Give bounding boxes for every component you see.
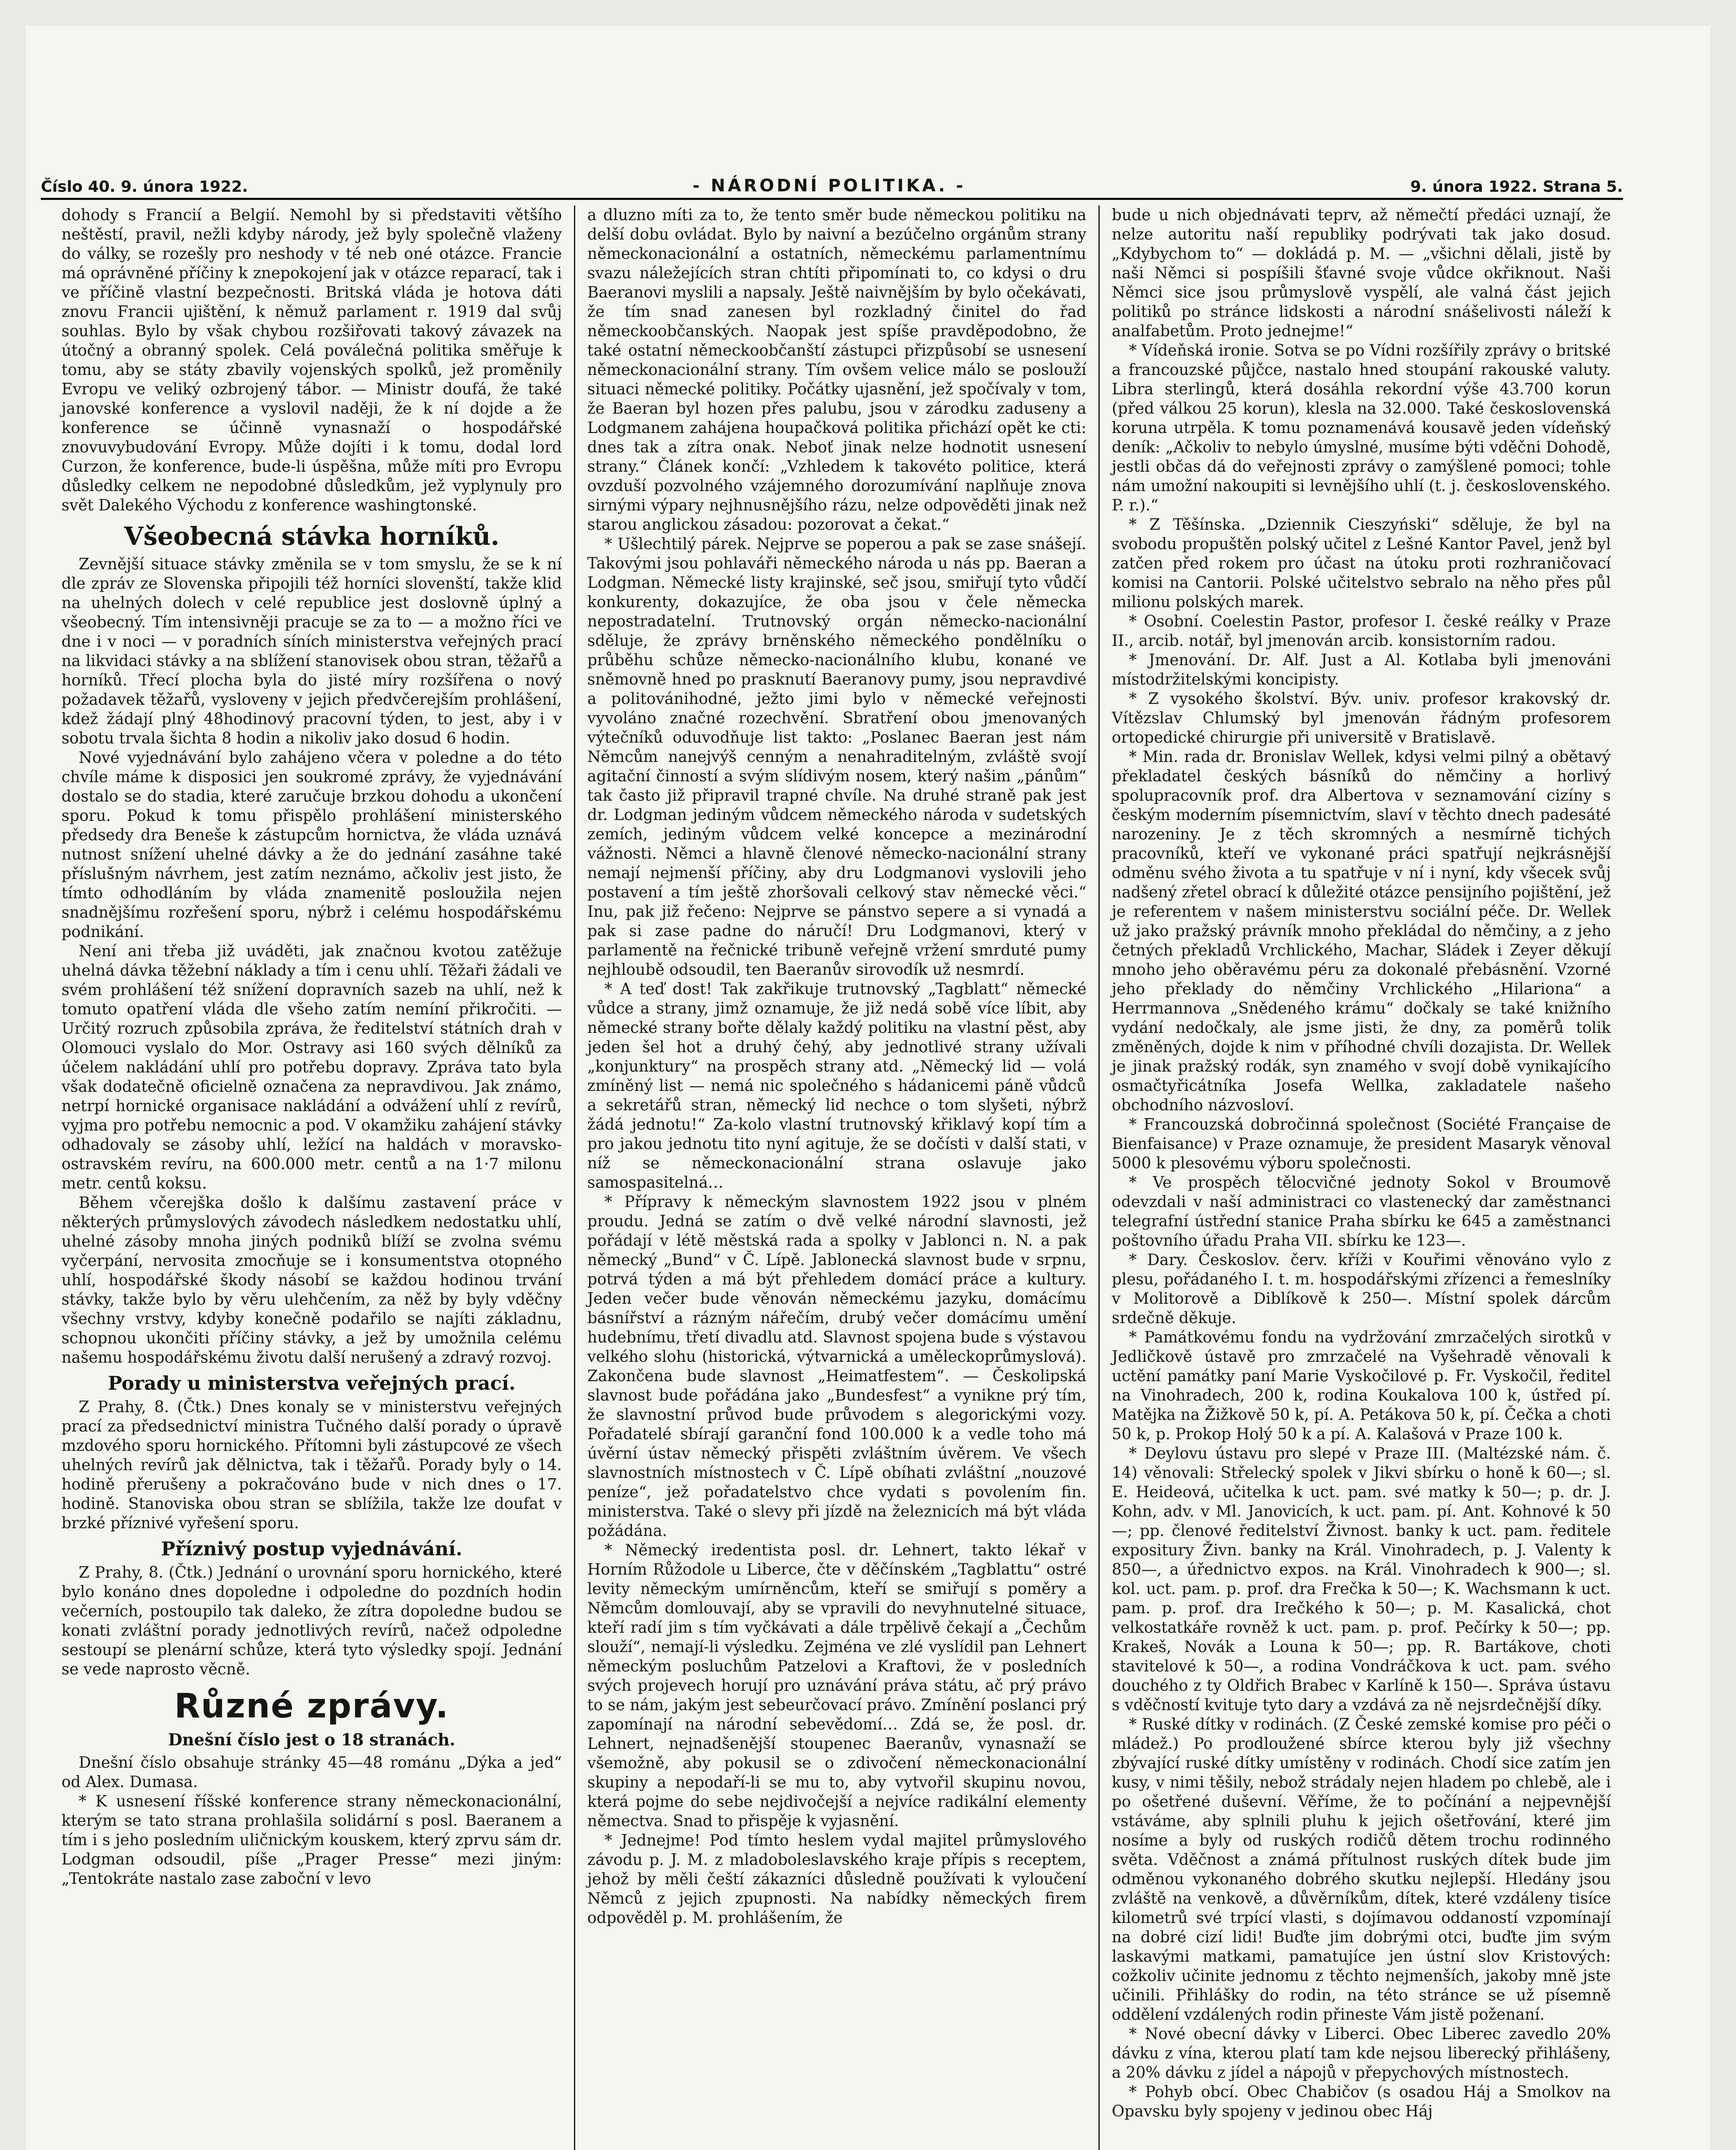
article-text: Zevnější situace stávky změnila se v tom smyslu, že se k ní dle zpráv ze Slovenska připojili též horníci slovenští, takže klid na uhelných dolech v celé republice jest doslovně úplný a všeobecný. Tím intensivněji pracuje se za to — a možno říci ve dne i v noci — v poradních síních ministerstva veřejných prací na likvidaci stávky a na sblížení stanovisek obou stran, těžařů a horníků. Třecí plocha byla do jisté míry rozšířena o nový požadavek těžařů, vysloveny v jejich předvčerejším prohlášení, kdež žádají plný 48hodinový pracovní týden, to jest, aby i v sobotu trvala šichta 8 hodin a nikoliv jako dosud 6 hodin. <box>61 556 562 747</box>
article-text: dohody s Francií a Belgií. Nemohl by si představiti většího neštěstí, pravil, nežli kdyby národy, jež byly společně vlaženy do války, se rozešly pro neshody v té neb oné otázce. Francie má oprávněné příčiny k znepokojení jak v otázce reparací, tak i ve příčině vlastní bezpečnosti. Britská vláda je hotova dáti znovu Francii ujištění, k němuž parlament r. 1919 dal svůj souhlas. Bylo by však chybou rozšiřovati takový závazek na útočný a obranný spolek. Celá poválečná politika směřuje k tomu, aby se státy zbavily vojenských spolků, jež proměnily Evropu ve veliký ozbrojený tábor. — Ministr doufá, že také janovské konference a vyslovil naději, že k ní dojde a že konference se účinně vynasnaží o hospodářské znovuvybudování Evropy. Může dojíti i k tomu, dodal lord Curzon, že konference, bude-li úspěšna, může míti pro Evropu důsledky celkem ne nepodobné důsledkům, jež vyplynuly pro svět Dalekého Východu z konference washingtonské. <box>61 206 562 514</box>
article-text: Nové vyjednávání bylo zahájeno včera v poledne a do této chvíle máme k disposici jen soukromé zprávy, že vyjednávání dostalo se do stadia, které zaručuje brzkou dohodu a ukončení sporu. Pokud k tomu přispělo prohlášení ministerského předsedy dra Beneše k zástupcům hornictva, že vláda uznává nutnost snížení uhelné dávky a že do jednání zasáhne také příslušným návrhem, jest zatím neznámo, ačkoliv jest jisto, že tímto odhodláním by vláda znamenitě posloužila nejen snadnějšímu rozřešení sporu, nýbrž i celému hospodářskému podnikání. <box>61 749 562 941</box>
article-text: * Památkovému fondu na vydržování zmrzačelých sirotků v Jedličkově ústavě pro zmrzačelé na Vyšehradě věnovali k uctění památky paní Marie Vyskočilové p. Fr. Vyskočil, ředitel na Vinohradech, 200 k, rodina Koukalova 100 k, ústřed pí. Matějka na Žižkově 50 k, pí. A. Petákova 50 k, pí. Čečka a choti 50 k, p. Prokop Holý 50 k a pí. A. Kalašová v Praze 100 k. <box>1112 1329 1611 1443</box>
column-1 <box>49 206 574 2150</box>
article-text: Z Prahy, 8. (Čtk.) Jednání o urovnání sporu hornického, které bylo konáno dnes dopoledne i odpoledne do pozdních hodin večerních, postoupilo tak daleko, že zítra dopoledne budou se konati zvláštní porady jednotlivých revírů, načež odpoledne sestoupí se plenární schůze, která tyto výsledky spojí. Jednání se vede naprosto věcně. <box>61 1564 562 1678</box>
article-text: Z Prahy, 8. (Čtk.) Dnes konaly se v ministerstvu veřejných prací za předsednictví ministra Tučného další porady o úpravě mzdového sporu hornického. Přítomni byli zástupcové ze všech uhelných revírů jak dělnictva, tak i těžařů. Porady byly o 14. hodině přerušeny a pokračováno bude v nich dnes o 17. hodině. Stanoviska obou stran se sblížila, takže lze doufat v brzké příznivé vyřešení sporu. <box>61 1398 562 1532</box>
article-text: * Nové obecní dávky v Liberci. Obec Liberec zavedlo 20% dávku z vína, kterou platí tam kde nejsou liberecký přihlášeny, a 20% dávku z jídel a nápojů v přepychových místnostech. <box>1112 2025 1611 2082</box>
article-text: Není ani třeba již uváděti, jak značnou kvotou zatěžuje uhelná dávka těžební náklady a tím i cenu uhlí. Těžaři žádali ve svém prohlášení též snížení dopravních sazeb na uhlí, než k tomuto opatření vláda dle všeho zatím nemíní přikročiti. — Určitý rozruch způsobila zpráva, že ředitelství státních drah v Olomouci vyslalo do Mor. Ostravy asi 160 svých dělníků za účelem nakládání uhlí pro potřebu dopravy. Zpráva tato byla však dodatečně oficielně označena za nepravdivou. Jak známo, netrpí hornické organisace nakládání a odvážení uhlí z revírů, vyjma pro potřebu nemocnic a pod. V okamžiku zahájení stávky odhadovaly se zásoby uhlí, ležící na haldách v moravsko-ostravském revíru, na 600.000 metr. centů a na 1·7 milonu metr. centů koksu. <box>61 943 562 1192</box>
section-subtitle: Dnešní číslo jest o 18 stranách. <box>168 1730 456 1749</box>
article-text: Dnešní číslo obsahuje stránky 45—48 románu „Dýka a jed“ od Alex. Dumasa. <box>61 1754 562 1791</box>
article-text: * Osobní. Coelestin Pastor, profesor I. české reálky v Praze II., arcib. notář, byl jmenován arcib. konsistorním radou. <box>1112 613 1611 650</box>
article-text: * Vídeňská ironie. Sotva se po Vídni rozšířily zprávy o britské a francouzské půjčce, nastalo hned stoupání rakouské valuty. Libra sterlingů, která dosáhla rekordní výše 43.700 korun (před válkou 25 korun), klesla na 32.000. Také československá koruna utrpěla. K tomu poznamenává kousavě jeden vídeňský deník: „Ačkoliv to nebylo úmyslné, musíme býti vděčni Dohodě, jestli občas dá do veřejnosti zprávy o zamýšlené pomoci; tohle nám umožní nakoupiti si levnějšího uhlí (t. j. československého. P. r.).“ <box>1112 342 1611 514</box>
article-columns <box>49 206 1623 2150</box>
article-text: * Německý iredentista posl. dr. Lehnert, takto lékař v Horním Růžodole u Liberce, čte v děčínském „Tagblattu“ ostré levity německým umírněncům, kteří se smiřují s poměry a Němcům domlouvají, aby se vpravili do nevyhnutelné situace, kteří radí jim s tím vyčkávati a dále trpělivě čekají a „Čechům slouží“, nemají-li výsledku. Zejména ve zlé vyslídil pan Lehnert německým posluchům Patzelovi a Kraftovi, že v posledních svých projevech horují pro uznávání práva státu, ač prý právo to se nám, jakým jest sebeurčovací právo. Zmínění poslanci prý zapomínají na národní sebevědomí… Zdá se, že posl. dr. Lehnert, nejnadšenější stoupenec Baeranův, vynasnaží se všemožně, aby pokusil se o zdivočení německonacionální skupiny a nepodaří-li se mu to, aby vytvořil skupinu novou, která pojme do sebe nejdivočejší a nejvíce radikální elementy němectva. Snad to přispěje k vyjasnění. <box>587 1542 1086 1830</box>
section-title-ruzne: Různé zprávy. <box>174 1687 449 1726</box>
article-text: * Ruské dítky v rodinách. (Z České zemské komise pro péči o mládež.) Po prodloužené sbírce kterou byly již všechny zbývající ruské dítky umístěny v rodinách. Chodí sice zatím jen kusy, v nimi těšily, nebož strádaly nejen hladem po chlebě, ale i po ošetřené duševní. Věříme, že to počínání a nejpevnější vstáváme, aby splnili pluhu k jejich ošetřování, které jim nosíme a byly od ruských rodičů dětem trochu rodinného světa. Vděčnost a známá přítulnost ruských dítek bude jim odměnou vykonaného dobrého skutku nejlepší. Hledány jsou zvláště na venkově, a důvěrníkům, dítek, které vzdáleny tisíce kilometrů své trpící vlasti, s dojímavou oddaností vzpomínají na dobré cizí lidi! Buďte jim dobrými otci, buďte jim svým laskavými matkami, pamatujíce jen ústní slov Kristových: cožkoliv učinite jednomu z těchto nejmenších, jakoby mně jste učinili. Přihlášky do rodin, na této stránce se už písemně oddělení vzdálených rodin přineste Vám jistě poženaní. <box>1112 1716 1611 2024</box>
headline-porady: Porady u ministerstva veřejných prací. <box>107 1373 516 1394</box>
header-issue: Číslo 40. 9. února 1922. <box>41 178 248 196</box>
article-text: * Jednejme! Pod tímto heslem vydal majitel průmyslového závodu p. J. M. z mladoboleslavského kraje přípis s receptem, jehož by měli čeští zákazníci důsledně používati k vyloučení Němců z jejich zpupnosti. Na nabídky německých firem odpověděl p. M. prohlášením, že <box>587 1832 1086 1927</box>
article-text: * Přípravy k německým slavnostem 1922 jsou v plném proudu. Jedná se zatím o dvě velké národní slavnosti, jež pořádají v létě městská rada a spolky v Jablonci n. N. a pak německý „Bund“ v Č. Lípě. Jablonecká slavnost bude v srpnu, potrvá týden a má být přehledem domácí práce a kultury. Jeden večer bude věnován německému jazyku, domácímu básnířství a rázným nářečím, drubý večer domácímu umění hudebnímu, třetí divadlu atd. Slavnost spojena bude s výstavou velkého slohu (historická, výtvarnická a uměleckoprůmyslová). Zakončena bude slavnost „Heimatfestem“. — Českolipská slavnost bude pořádána jako „Bundesfest“ a vynikne prý tím, že slavnostní průvod bude průvodem s alegorickými vozy. Pořadatelé sbírají garanční fond 100.000 k a vedle toho má úvěrní ústav německý přispěti zvláštním úvěrem. Ve všech slavnostních místnostech v Č. Lípě obíhati zvláštní „nouzové peníze“, jež pořadatelstvo chce vydati s povolením fin. ministerstva. Také o slevy při jízdě na železnicích má být vláda požádána. <box>587 1193 1086 1540</box>
article-text: * A teď dost! Tak zakřikuje trutnovský „Tagblatt“ německé vůdce a strany, jimž oznamuje, že již nedá sobě více líbit, aby německé strany bořte dělaly každý politiku na vlastní pěst, aby jeden šel hot a druhý čehý, aby jednotlivé strany užívali „konjunktury“ na prospěch strany atd. „Německý lid — volá zmíněný list — nemá nic společného s hádanicemi páně vůdců a sekretářů stran, německý lid nechce o tom slyšeti, nýbrž žádá jednotu!“ Za-kolo vlastní trutnovský křiklavý kopí tím a pro jakou jednotu tito nyní agituje, že se dočísti v další stati, v níž se německonacionální strana oslavuje jako samospasitelná… <box>587 980 1086 1192</box>
column-3 <box>1098 206 1623 2150</box>
article-text: * Min. rada dr. Bronislav Wellek, kdysi velmi pilný a obětavý překladatel českých básníků do němčiny a horlivý spolupracovník prof. dra Albertova v seznamování cizíny s českým moderním písemnictvím, slaví v těchto dnech padesáté narozeniny. Je z těch skromných a nesmírně tichých pracovníků, kteří ve vykonané práci spatřují nejkrásnější odměnu svého života a tu spatřuje v ní i nyní, kdy všecek svůj nadšený zřetel obrací k důležité otázce pensijního pojištění, jež je referentem v našem ministerstvu sociální péče. Dr. Wellek už jako pražský právník mnoho překládal do němčiny, a z jeho četných překladů Vrchlického, Machar, Sládek i Zeyer děkují mnoho jeho oběravému péru za dokonalé přebásnění. Vzorné jeho překlady do němčiny Vrchlického „Hilariona“ a Herrmannova „Snědeného krámu“ dočkaly se také knižního vydání nedočkaly, ale jsme jisti, že dny, za poměrů tolik změněných, dojde k nim v příhodné chvíli dozajista. Dr. Wellek je jinak pražský rodák, syn znamého v svojí době vynikajícího osmačtyřicátníka Josefa Wellka, zakladatele našeho obchodního názvosloví. <box>1112 748 1611 1114</box>
page-header <box>41 166 1623 196</box>
article-text: * Z vysokého školství. Býv. univ. profesor krakovský dr. Vítězslav Chlumský byl jmenován řádným profesorem ortopedické chirurgie při universitě v Bratislavě. <box>1112 690 1611 746</box>
article-text: * Pohyb obcí. Obec Chabičov (s osadou Háj a Smolkov na Opavsku byly spojeny v jedinou obec Háj <box>1112 2083 1611 2120</box>
article-text: * Dary. Českoslov. červ. kříži v Kouřimi věnováno vylo z plesu, pořádaného I. t. m. hospodářskými zřízenci a řemeslníky v Molitorově a Diblíkově k 250—. Místní spolek dárcům srdečně děkuje. <box>1112 1251 1611 1327</box>
article-text: * Francouzská dobročinná společnost (Société Française de Bienfaisance) v Praze oznamuje, že president Masaryk věnoval 5000 k plesovému výboru společnosti. <box>1112 1116 1611 1172</box>
article-text: * Ušlechtilý párek. Nejprve se poperou a pak se zase snášejí. Takovými jsou pohlaváři německého národa u nás pp. Baeran a Lodgman. Německé listy krajinské, seč jsou, smiřují tyto vůdčí konkurenty, dokazujíce, že oba jsou v čele německa nepostradatelní. Trutnovský orgán německo-nacionální sděluje, že zprávy brněnského německého pondělníku o průběhu schůze německo-nacionálního klubu, konané ve sněmovně hned po prasknutí Baeranovy pumy, jsou nepravdivé a politovánihodné, ježto jimi bylo v německé veřejnosti vyvoláno značné rozechvění. Sbratření obou jmenovaných výtečníků oduvodňuje list takto: „Poslanec Baeran jest nám Němcům nanejvýš cenným a nenahraditelným, zvláště svojí agitační činností a svým slídivým nosem, který našim „pánům“ tak často již připravil trapné chvíle. Na druhé straně pak jest dr. Lodgman jediným vůdcem německého národa v sudetských zemích, jediným vůdcem velké koncepce a mezinárodní vážnosti. Němci a hlavně členové německo-nacionální strany nemají nejmenší příčiny, aby dru Lodgmanovi vyslovili jeho postavení a tím ještě zhoršovali celkový stav německé věci.“ Inu, pak již řečeno: Nejprve se pánstvo sepere a si vynadá a pak si zase padne do náručí! Dru Lodgmanovi, který v parlamentě na řečnické tribuně veřejně vržení smrduté pumy nejhloubě odsoudil, ten Baeranův sirovodík už nesmrdí. <box>587 535 1086 979</box>
article-text: * Jmenování. Dr. Alf. Just a Al. Kotlaba byli jmenováni místodržitelskými koncipisty. <box>1112 651 1611 688</box>
header-page-number: 9. února 1922. Strana 5. <box>1410 178 1623 196</box>
article-text: bude u nich objednávati teprv, až němečtí předáci uznají, že nelze autoritu naší republiky podrývati tak jako dosud. „Kdybychom to“ — dokládá p. M. — „všichni dělali, jistě by naši Němci si pospíšili šťavné svoje vůdce okřiknout. Naši Němci sice jsou průmyslově vyspělí, ale valná část jejich politiků po stránce lidskosti a národní snášelivosti náleží k analfabetům. Proto jednejme!“ <box>1112 206 1611 340</box>
headline-priznivy: Příznivý postup vyjednávání. <box>161 1538 463 1560</box>
article-text: * Z Těšínska. „Dziennik Cieszyński“ sděluje, že byl na svobodu propuštěn polský učitel z Lešné Kantor Pavel, jenž byl zatčen před rokem pro účast na útoku proti rozhraničovací komisi na Cantorii. Polské učitelstvo sebralo na něho přes půl milionu polských marek. <box>1112 516 1611 611</box>
column-2 <box>574 206 1098 2150</box>
headline-strike: Všeobecná stávka horníků. <box>124 522 500 551</box>
newspaper-title: - NÁRODNÍ POLITIKA. - <box>692 176 966 196</box>
article-text: * Ve prospěch tělocvičné jednoty Sokol v Broumově odevzdali v naší administraci co vlastenecký dar zaměstnanci telegrafní ústřední stanice Praha sbírku ke 645 a zaměstnanci poštovního úřadu Praha VII. sbírku ke 123—. <box>1112 1174 1611 1250</box>
article-text: * K usnesení říšské konference strany německonacionální, kterým se tato strana prohlašila solidární s posl. Baeranem a tím i s jeho posledním uličnickým kouskem, který zprvu sám dr. Lodgman odsoudil, píše „Prager Presse“ mezi jiným: „Tentokráte nastalo zase zaboční v levo <box>61 1793 562 1888</box>
article-text: a dluzno míti za to, že tento směr bude německou politiku na delší dobu ovládat. Bylo by naivní a bezúčelno orgánům strany německonacionální a ostatních, německému parlamentnímu svazu náležejících stran chtíti připomínati to, co kdysi o dru Baeranovi myslili a napsaly. Ještě naivnějším by bylo očekávati, že tím snad zanesen byl rozkladný činitel do řad německoobčanských. Naopak jest spíše pravděpodobno, že také ostatní německoobčanští zástupci přizpůsobí se usnesení německonacionální strany. Tím ovšem velice málo se poslouží situaci německé politiky. Počátky ujasnění, jež spočívaly v tom, že Baeran byl hozen přes palubu, jsou v zárodku zaduseny a Lodgmanem zahájena houpačková politika přichází opět ke cti: dnes tak a zítra onak. Neboť jinak nelze hodnotit usnesení strany.“ Článek končí: „Vzhledem k takovéto politice, která ovzduší pozvolného vzájemného dorozumívání naplňuje znova sirnými výpary nejhnusnějšího rázu, nelze odpověděti jinak než starou anglickou zásadou: pozorovat a čekat.“ <box>587 206 1086 534</box>
article-text: * Deylovu ústavu pro slepé v Praze III. (Maltézské nám. č. 14) věnovali: Střelecký spolek v Jikvi sbírku o honě k 60—; sl. E. Heideová, učitelka k uct. pam. své matky k 50—; p. dr. J. Kohn, adv. v Ml. Janovicích, k uct. pam. pí. Ant. Kohnové k 50—; pp. členové ředitelství Živnost. banky k uct. pam. ředitele expositury Živn. banky na Král. Vinohradech, p. J. Valenty k 850—, a úřednictvo expos. na Král. Vinohradech k 900—; sl. kol. uct. pam. p. prof. dra Frečka k 50—; K. Wachsmann k uct. pam. p. prof. dra Irečkého k 50—; p. M. Kasalická, chot velkostatkáře rovněž k uct. pam. p. prof. Pečírky k 50—; pp. Krakeš, Novák a Louna k 50—; pp. R. Bartákove, choti stavitelové k 50—, a rodina Vondráčkova k uct. pam. svého douchého z ty Oldřich Brabec v Karlíně k 150—. Správa ústavu s vděčností kvituje tyto dary a vzdává za ně nejsrdečnější díky. <box>1112 1445 1611 1714</box>
header-rule <box>41 198 1623 200</box>
article-text: Během včerejška došlo k dalšímu zastavení práce v některých průmyslových závodech následkem nedostatku uhlí, uhelné zásoby mnoha jiných podniků blíží se zvolna svému vyčerpání, nervosita zmocňuje se i konsumentstva otopného uhlí, hospodářské škody násobí se každou hodinou trvání stávky, takže bylo by věru ulehčením, za něž by byly vděčny všechny vrstvy, kdyby konečně podařilo se najíti základnu, schopnou ukončiti příčiny stávky, a jež by umožnila celému našemu hospodářskému životu další nerušený a zdravý rozvoj. <box>61 1194 562 1367</box>
